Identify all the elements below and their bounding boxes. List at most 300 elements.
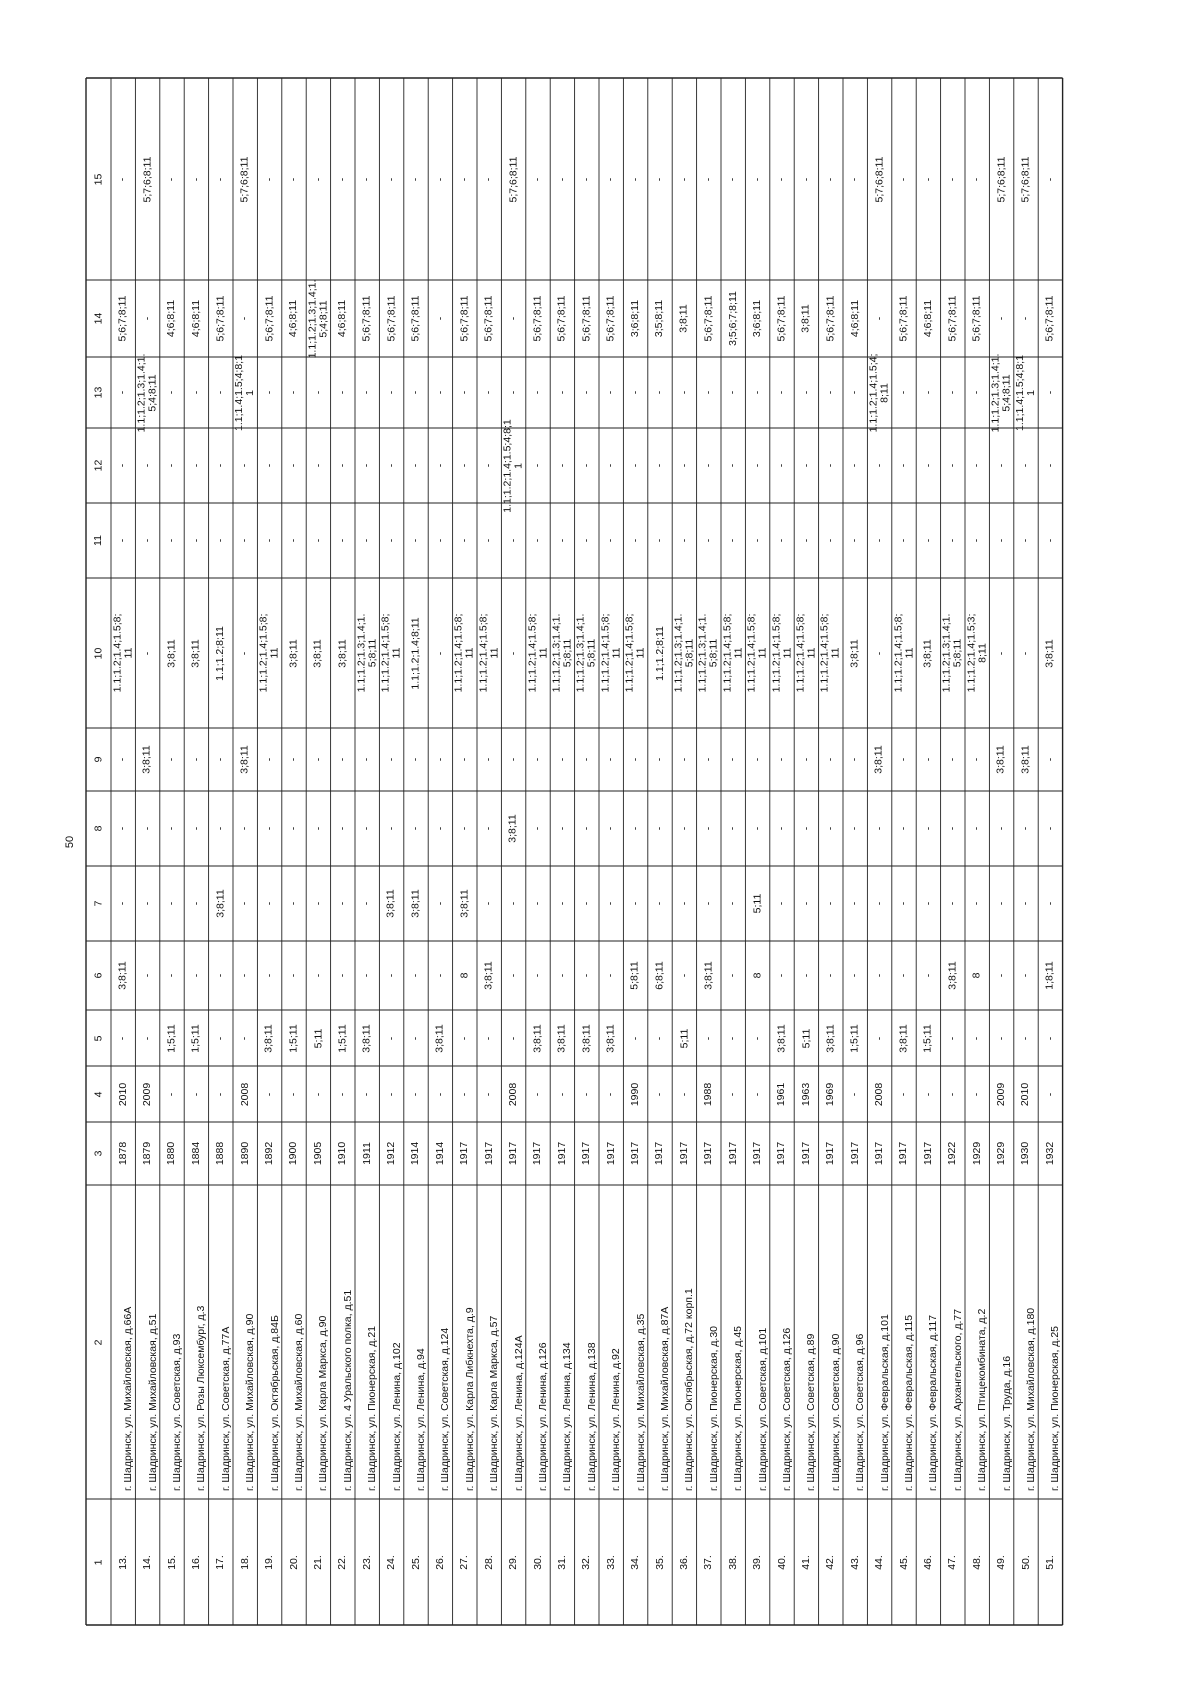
table-cell-r28-c4 — [770, 1066, 794, 1122]
table-cell-r39-c14 — [1038, 280, 1062, 357]
table-cell-r8-c9-text: - — [287, 757, 300, 762]
table-cell-r8-c4-text: - — [287, 1092, 300, 1096]
table-cell-r36-c5 — [965, 1010, 989, 1066]
table-cell-r5-c13-text: - — [214, 390, 227, 395]
table-cell-r24-c14-text: 3;8;11 — [677, 304, 690, 333]
table-cell-r37-c3-text: 1929 — [995, 1141, 1008, 1166]
table-cell-r31-c7-text: - — [848, 901, 861, 906]
table-cell-r36-c15-text: - — [970, 177, 983, 181]
table-cell-r5-c14-text: 5;6;7;8;11 — [214, 295, 227, 342]
table-cell-r20-c4-text: - — [580, 1092, 593, 1096]
table-cell-r17-c10-text: - — [507, 651, 520, 655]
table-cell-r12-c2-text: г. Шадринск, ул. Ленина, д.102 — [390, 1342, 403, 1491]
table-cell-r34-c12-text: - — [921, 463, 934, 468]
table-cell-r15-c11-text: - — [458, 538, 471, 543]
table-cell-r22-c4 — [623, 1066, 647, 1122]
table-cell-r18-c14 — [526, 280, 550, 357]
table-cell-r23-c8-text: - — [653, 826, 666, 831]
table-cell-r26-c5-text: - — [726, 1036, 739, 1040]
table-cell-r13-c2 — [404, 1185, 428, 1499]
table-cell-r32-c6-text: - — [873, 973, 886, 978]
table-cell-r19-c10-text: 1.1;1.2;1.3;1.4;1. 5;8;11 — [550, 613, 574, 693]
table-cell-r5-c4 — [209, 1066, 233, 1122]
table-cell-r4-c14 — [184, 280, 208, 357]
table-cell-r32-c14-text: - — [873, 316, 886, 321]
table-cell-r32-c9-text: 3;8;11 — [873, 745, 886, 774]
table-cell-r31-c14 — [843, 280, 867, 357]
header-cell-1-text: 1 — [92, 1559, 104, 1565]
table-cell-r6-c14-text: - — [238, 316, 251, 321]
table-cell-r34-c11-text: - — [921, 538, 934, 543]
table-cell-r31-c6 — [843, 941, 867, 1010]
table-cell-r1-c3 — [111, 1122, 135, 1185]
table-cell-r31-c15 — [843, 78, 867, 280]
table-cell-r24-c10 — [672, 578, 696, 728]
table-cell-r1-c4 — [111, 1066, 135, 1122]
table-cell-r8-c3-text: 1900 — [287, 1141, 300, 1166]
table-cell-r25-c10-text: 1.1;1.2;1.3;1.4;1. 5;8;11 — [696, 613, 720, 693]
table-cell-r22-c6-text: 5;8;11 — [629, 961, 642, 990]
table-cell-r18-c9-text: - — [531, 757, 544, 762]
table-cell-r37-c6-text: - — [995, 973, 1008, 978]
table-cell-r22-c9 — [623, 728, 647, 791]
header-cell-7 — [86, 866, 111, 941]
table-cell-r9-c1 — [306, 1499, 330, 1625]
table-cell-r8-c13-text: - — [287, 390, 300, 395]
table-cell-r22-c11 — [623, 503, 647, 578]
table-cell-r35-c4 — [941, 1066, 965, 1122]
table-cell-r31-c12-text: - — [848, 463, 861, 468]
table-cell-r38-c6 — [1014, 941, 1038, 1010]
table-cell-r27-c13-text: - — [751, 390, 764, 395]
table-cell-r15-c1 — [453, 1499, 477, 1625]
table-cell-r11-c7-text: - — [360, 901, 373, 906]
table-cell-r27-c7 — [745, 866, 769, 941]
table-cell-r3-c7 — [160, 866, 184, 941]
table-cell-r22-c5 — [623, 1010, 647, 1066]
table-cell-r16-c15-text: - — [482, 177, 495, 181]
table-cell-r33-c6 — [892, 941, 916, 1010]
table-cell-r16-c13 — [477, 357, 501, 428]
table-cell-r15-c2 — [453, 1185, 477, 1499]
header-cell-13 — [86, 357, 111, 428]
table-cell-r14-c3-text: 1914 — [433, 1141, 446, 1166]
table-cell-r35-c4-text: - — [946, 1092, 959, 1096]
table-cell-r10-c3-text: 1910 — [336, 1141, 349, 1166]
table-cell-r15-c10-text: 1.1;1.2;1.4;1.5;8; 11 — [452, 613, 476, 693]
table-cell-r9-c15 — [306, 78, 330, 280]
table-cell-r36-c9 — [965, 728, 989, 791]
table-cell-r33-c5 — [892, 1010, 916, 1066]
table-cell-r38-c10-text: - — [1019, 651, 1032, 655]
table-cell-r33-c12-text: - — [897, 463, 910, 468]
table-cell-r29-c8-text: - — [799, 826, 812, 831]
table-cell-r31-c15-text: - — [848, 177, 861, 181]
table-cell-r33-c13-text: - — [897, 390, 910, 395]
table-cell-r35-c13-text: - — [946, 390, 959, 395]
table-cell-r10-c9-text: - — [336, 757, 349, 762]
table-cell-r1-c1-text: 13. — [116, 1554, 129, 1570]
table-cell-r19-c14-text: 5;6;7;8;11 — [555, 295, 568, 342]
table-cell-r27-c11 — [745, 503, 769, 578]
table-cell-r36-c13-text: - — [970, 390, 983, 395]
table-cell-r24-c10-text: 1.1;1.2;1.3;1.4;1. 5;8;11 — [672, 613, 696, 693]
table-cell-r27-c9-text: - — [751, 757, 764, 762]
table-cell-r38-c8-text: - — [1019, 826, 1032, 831]
table-cell-r23-c11 — [648, 503, 672, 578]
table-cell-r27-c12 — [745, 428, 769, 503]
table-cell-r5-c8 — [209, 791, 233, 866]
table-cell-r14-c4 — [428, 1066, 452, 1122]
table-cell-r30-c12-text: - — [824, 463, 837, 468]
table-cell-r12-c1 — [379, 1499, 403, 1625]
table-cell-r26-c5 — [721, 1010, 745, 1066]
table-cell-r3-c8 — [160, 791, 184, 866]
table-cell-r34-c15 — [916, 78, 940, 280]
table-cell-r20-c12 — [575, 428, 599, 503]
table-cell-r31-c11 — [843, 503, 867, 578]
table-cell-r6-c3-text: 1890 — [238, 1141, 251, 1166]
table-cell-r37-c4-text: 2009 — [995, 1082, 1008, 1106]
table-cell-r10-c6 — [331, 941, 355, 1010]
table-cell-r6-c13-text: 1.1;1.4;1.5;4;8;1 1 — [233, 354, 257, 431]
table-cell-r23-c3-text: 1917 — [653, 1141, 666, 1166]
table-cell-r36-c1-text: 48. — [970, 1554, 983, 1570]
table-cell-r19-c14 — [550, 280, 574, 357]
table-cell-r11-c10-text: 1.1;1.2;1.3;1.4;1. 5;8;11 — [355, 613, 379, 693]
table-cell-r39-c14-text: 5;6;7;8;11 — [1043, 295, 1056, 342]
table-cell-r26-c14 — [721, 280, 745, 357]
table-cell-r32-c3 — [867, 1122, 891, 1185]
table-cell-r30-c9 — [819, 728, 843, 791]
table-cell-r4-c8 — [184, 791, 208, 866]
table-cell-r26-c9-text: - — [726, 757, 739, 762]
table-cell-r15-c10 — [453, 578, 477, 728]
table-cell-r18-c12 — [526, 428, 550, 503]
table-cell-r35-c7-text: - — [946, 901, 959, 906]
table-cell-r5-c1-text: 17. — [214, 1554, 227, 1570]
table-cell-r37-c3 — [989, 1122, 1013, 1185]
table-cell-r34-c6 — [916, 941, 940, 1010]
table-cell-r10-c9 — [331, 728, 355, 791]
table-cell-r39-c3-text: 1932 — [1043, 1141, 1056, 1166]
table-cell-r28-c15 — [770, 78, 794, 280]
table-cell-r11-c7 — [355, 866, 379, 941]
table-cell-r35-c15 — [941, 78, 965, 280]
table-cell-r34-c2-text: г. Шадринск, ул. Февральская, д.117 — [927, 1314, 940, 1491]
table-cell-r28-c7-text: - — [775, 901, 788, 906]
table-cell-r35-c11 — [941, 503, 965, 578]
table-cell-r8-c7 — [282, 866, 306, 941]
table-cell-r20-c6 — [575, 941, 599, 1010]
table-cell-r3-c12-text: - — [165, 463, 178, 468]
table-cell-r19-c15-text: - — [555, 177, 568, 181]
table-cell-r7-c14 — [257, 280, 281, 357]
table-cell-r21-c6 — [599, 941, 623, 1010]
table-cell-r15-c5 — [453, 1010, 477, 1066]
table-cell-r31-c1-text: 43. — [848, 1554, 861, 1570]
table-cell-r29-c9-text: - — [799, 757, 812, 762]
table-cell-r20-c15 — [575, 78, 599, 280]
table-cell-r12-c10-text: 1.1;1.2;1.4;1.5;8; 11 — [379, 613, 403, 693]
table-cell-r5-c9 — [209, 728, 233, 791]
table-cell-r5-c2 — [209, 1185, 233, 1499]
table-cell-r22-c5-text: - — [629, 1036, 642, 1040]
table-cell-r36-c4 — [965, 1066, 989, 1122]
table-cell-r12-c4 — [379, 1066, 403, 1122]
table-cell-r37-c4 — [989, 1066, 1013, 1122]
table-cell-r2-c11 — [135, 503, 159, 578]
table-cell-r26-c4 — [721, 1066, 745, 1122]
table-cell-r33-c1-text: 45. — [897, 1554, 910, 1570]
table-cell-r8-c10-text: 3;8;11 — [287, 638, 300, 668]
table-cell-r26-c11 — [721, 503, 745, 578]
table-cell-r25-c5 — [697, 1010, 721, 1066]
table-cell-r21-c8 — [599, 791, 623, 866]
table-cell-r36-c8 — [965, 791, 989, 866]
table-cell-r3-c13 — [160, 357, 184, 428]
table-cell-r13-c4 — [404, 1066, 428, 1122]
table-cell-r18-c7 — [526, 866, 550, 941]
table-cell-r5-c10-text: 1.1;1.2;8;11 — [214, 625, 227, 681]
table-cell-r2-c6-text: - — [141, 973, 154, 978]
table-cell-r6-c5 — [233, 1010, 257, 1066]
table-cell-r16-c10-text: 1.1;1.2;1.4;1.5;8; 11 — [477, 613, 501, 693]
table-cell-r10-c4 — [331, 1066, 355, 1122]
table-cell-r15-c6-text: 8 — [458, 972, 471, 979]
table-cell-r37-c2-text: г. Шадринск, ул. Труда, д.16 — [1000, 1355, 1013, 1491]
table-cell-r10-c12 — [331, 428, 355, 503]
table-cell-r35-c13 — [941, 357, 965, 428]
table-cell-r4-c11-text: - — [189, 538, 202, 543]
table-cell-r24-c9 — [672, 728, 696, 791]
table-cell-r4-c13 — [184, 357, 208, 428]
table-cell-r23-c1 — [648, 1499, 672, 1625]
table-cell-r19-c4 — [550, 1066, 574, 1122]
table-cell-r11-c13 — [355, 357, 379, 428]
table-cell-r4-c15-text: - — [189, 177, 202, 181]
table-cell-r36-c9-text: - — [970, 757, 983, 762]
table-cell-r8-c12-text: - — [287, 463, 300, 468]
table-cell-r21-c7-text: - — [604, 901, 617, 906]
table-cell-r7-c12-text: - — [263, 463, 276, 468]
table-cell-r2-c15-text: 5;7;6;8;11 — [141, 156, 154, 202]
header-cell-10 — [86, 578, 111, 728]
table-cell-r29-c5-text: 5;11 — [799, 1028, 812, 1048]
table-cell-r28-c10-text: 1.1;1.2;1.4;1.5;8; 11 — [770, 613, 793, 693]
table-cell-r15-c9 — [453, 728, 477, 791]
table-cell-r34-c14 — [916, 280, 940, 357]
table-cell-r27-c10 — [745, 578, 769, 728]
table-cell-r29-c4 — [794, 1066, 818, 1122]
header-cell-3 — [86, 1122, 111, 1185]
table-cell-r23-c4-text: - — [653, 1092, 666, 1096]
table-cell-r33-c10-text: 1.1;1.2;1.4;1.5;8; 11 — [892, 613, 915, 693]
table-cell-r38-c1 — [1014, 1499, 1038, 1625]
table-cell-r28-c9-text: - — [775, 757, 788, 762]
table-cell-r25-c9-text: - — [702, 757, 715, 762]
table-cell-r27-c11-text: - — [751, 538, 764, 543]
table-cell-r4-c3 — [184, 1122, 208, 1185]
table-cell-r34-c8-text: - — [921, 826, 934, 831]
table-cell-r1-c7 — [111, 866, 135, 941]
table-cell-r8-c7-text: - — [287, 901, 300, 906]
table-cell-r29-c13-text: - — [799, 390, 812, 395]
table-cell-r20-c14 — [575, 280, 599, 357]
table-cell-r16-c11-text: - — [482, 538, 495, 543]
table-cell-r23-c6 — [648, 941, 672, 1010]
table-cell-r31-c12 — [843, 428, 867, 503]
table-cell-r14-c1 — [428, 1499, 452, 1625]
table-cell-r31-c10 — [843, 578, 867, 728]
table-cell-r30-c13 — [819, 357, 843, 428]
table-cell-r23-c15-text: - — [653, 177, 666, 181]
table-cell-r27-c8-text: - — [751, 826, 764, 831]
table-cell-r37-c12-text: - — [995, 463, 1008, 468]
table-cell-r32-c4-text: 2008 — [873, 1082, 886, 1106]
table-cell-r22-c15 — [623, 78, 647, 280]
table-cell-r24-c4 — [672, 1066, 696, 1122]
table-cell-r21-c9 — [599, 728, 623, 791]
table-cell-r4-c13-text: - — [189, 390, 202, 395]
table-cell-r1-c3-text: 1878 — [116, 1141, 129, 1166]
table-cell-r11-c15 — [355, 78, 379, 280]
table-cell-r29-c7-text: - — [799, 901, 812, 906]
table-cell-r1-c5-text: - — [116, 1036, 129, 1040]
table-cell-r9-c4-text: - — [311, 1092, 324, 1096]
table-cell-r8-c5-text: 1;5;11 — [287, 1023, 300, 1053]
table-cell-r34-c14-text: 4;6;8;11 — [921, 299, 934, 338]
table-cell-r26-c3-text: 1917 — [726, 1141, 739, 1166]
table-cell-r17-c10 — [501, 578, 525, 728]
table-cell-r8-c6 — [282, 941, 306, 1010]
table-cell-r11-c11 — [355, 503, 379, 578]
table-cell-r30-c7-text: - — [824, 901, 837, 906]
table-cell-r10-c1 — [331, 1499, 355, 1625]
table-cell-r28-c1 — [770, 1499, 794, 1625]
table-cell-r22-c14-text: 3;6;8;11 — [629, 299, 642, 338]
table-cell-r4-c10-text: 3;8;11 — [189, 638, 202, 668]
table-cell-r30-c5 — [819, 1010, 843, 1066]
table-cell-r35-c3-text: 1922 — [946, 1141, 959, 1166]
table-cell-r23-c13-text: - — [653, 390, 666, 395]
table-cell-r31-c13-text: - — [848, 390, 861, 395]
table-cell-r21-c12-text: - — [604, 463, 617, 468]
table-cell-r2-c6 — [135, 941, 159, 1010]
table-cell-r3-c5 — [160, 1010, 184, 1066]
table-cell-r20-c12-text: - — [580, 463, 593, 468]
table-cell-r9-c6 — [306, 941, 330, 1010]
table-cell-r25-c12 — [697, 428, 721, 503]
table-cell-r39-c2-text: г. Шадринск, ул. Пионерская, д.25 — [1049, 1325, 1062, 1491]
table-cell-r32-c15-text: 5;7;6;8;11 — [873, 156, 886, 202]
table-cell-r36-c10-text: 1.1;1.2;1.4;1.5;3; 8;11 — [965, 613, 989, 693]
table-cell-r25-c2 — [697, 1185, 721, 1499]
table-cell-r21-c5-text: 3;8;11 — [604, 1023, 617, 1053]
table-cell-r6-c9 — [233, 728, 257, 791]
table-cell-r32-c12-text: - — [873, 463, 886, 468]
table-cell-r30-c10 — [819, 578, 843, 728]
table-cell-r6-c8 — [233, 791, 257, 866]
table-cell-r17-c2-text: г. Шадринск, ул. Ленина, д.124А — [512, 1335, 525, 1491]
table-cell-r18-c2-text: г. Шадринск, ул. Ленина, д.126 — [536, 1342, 549, 1491]
table-cell-r17-c8-text: 3;8;11 — [507, 814, 520, 843]
table-cell-r20-c10 — [575, 578, 599, 728]
table-cell-r22-c3-text: 1917 — [629, 1141, 642, 1166]
table-cell-r7-c10-text: 1.1;1.2;1.4;1.5;8; 11 — [257, 613, 281, 693]
table-cell-r24-c4-text: - — [677, 1092, 690, 1096]
table-cell-r16-c13-text: - — [482, 390, 495, 395]
table-cell-r15-c13 — [453, 357, 477, 428]
table-cell-r28-c12-text: - — [775, 463, 788, 468]
table-cell-r25-c6 — [697, 941, 721, 1010]
table-cell-r38-c3-text: 1930 — [1019, 1141, 1032, 1166]
table-cell-r14-c9 — [428, 728, 452, 791]
table-cell-r25-c7-text: - — [702, 901, 715, 906]
table-cell-r1-c6-text: 3;8;11 — [116, 961, 129, 990]
table-cell-r17-c5-text: - — [507, 1036, 520, 1040]
table-cell-r20-c10-text: 1.1;1.2;1.3;1.4;1. 5;8;11 — [574, 613, 598, 693]
table-cell-r4-c8-text: - — [189, 826, 202, 831]
table-cell-r22-c7-text: - — [629, 901, 642, 906]
table-cell-r4-c2-text: г. Шадринск, ул. Розы Люксембург, д.3 — [195, 1305, 208, 1491]
table-cell-r28-c6 — [770, 941, 794, 1010]
table-cell-r6-c7 — [233, 866, 257, 941]
table-cell-r13-c1 — [404, 1499, 428, 1625]
table-cell-r37-c10 — [989, 578, 1013, 728]
table-cell-r6-c1 — [233, 1499, 257, 1625]
table-cell-r15-c6 — [453, 941, 477, 1010]
table-cell-r30-c7 — [819, 866, 843, 941]
table-cell-r2-c15 — [135, 78, 159, 280]
table-cell-r6-c6 — [233, 941, 257, 1010]
table-cell-r17-c9 — [501, 728, 525, 791]
table-cell-r15-c13-text: - — [458, 390, 471, 395]
table-cell-r17-c12-text: 1.1;1.2;1.4;1.5;4;8;1 1 — [501, 418, 525, 513]
table-cell-r31-c1 — [843, 1499, 867, 1625]
table-cell-r3-c14 — [160, 280, 184, 357]
table-cell-r16-c4-text: - — [482, 1092, 495, 1096]
table-cell-r32-c6 — [867, 941, 891, 1010]
table-cell-r14-c10-text: - — [433, 651, 446, 655]
table-cell-r10-c6-text: - — [336, 973, 349, 978]
table-cell-r32-c11-text: - — [873, 538, 886, 543]
table-cell-r22-c10 — [623, 578, 647, 728]
table-cell-r2-c4 — [135, 1066, 159, 1122]
table-cell-r17-c11-text: - — [507, 538, 520, 543]
table-cell-r4-c7-text: - — [189, 901, 202, 906]
table-cell-r33-c3-text: 1917 — [897, 1141, 910, 1166]
table-cell-r27-c3 — [745, 1122, 769, 1185]
table-cell-r28-c9 — [770, 728, 794, 791]
table-cell-r2-c5-text: - — [141, 1036, 154, 1040]
table-cell-r10-c11-text: - — [336, 538, 349, 543]
table-cell-r25-c6-text: 3;8;11 — [702, 961, 715, 990]
table-cell-r25-c11-text: - — [702, 538, 715, 543]
table-cell-r3-c12 — [160, 428, 184, 503]
table-cell-r29-c3-text: 1917 — [799, 1141, 812, 1166]
table-cell-r13-c4-text: - — [409, 1092, 422, 1096]
header-cell-11 — [86, 503, 111, 578]
table-cell-r4-c1-text: 16. — [189, 1554, 202, 1570]
table-cell-r30-c2 — [819, 1185, 843, 1499]
table-cell-r37-c9-text: 3;8;11 — [995, 745, 1008, 774]
table-cell-r18-c11-text: - — [531, 538, 544, 543]
table-cell-r20-c13 — [575, 357, 599, 428]
table-cell-r8-c2-text: г. Шадринск, ул. Михайловская, д.60 — [292, 1313, 305, 1491]
table-cell-r35-c14 — [941, 280, 965, 357]
table-cell-r12-c3-text: 1912 — [385, 1141, 398, 1166]
